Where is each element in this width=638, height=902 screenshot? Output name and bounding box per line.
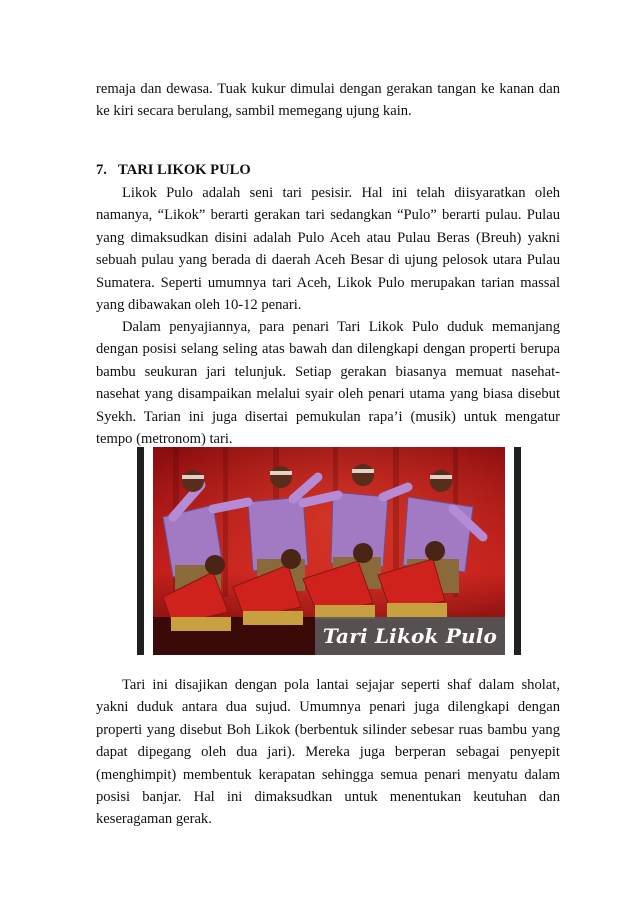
photo-caption-box: [315, 617, 505, 655]
paragraph-1: Likok Pulo adalah seni tari pesisir. Hal ini telah diisyaratkan oleh namanya, “Likok” berarti gerakan tari sedangkan “Pulo” berarti pulau. Pulau yang dimaksudkan disini adalah Pulo Aceh atau Pulau Beras (Breuh) yakni sebuah pulau yang berada di daerah Aceh Besar di ujung pelosok utara Pulau Sumatera. Seperti umumnya tari Aceh, Likok Pulo merupakan tarian massal yang dibawakan oleh 10-12 penari.: [96, 185, 560, 314]
section-number: 7.: [96, 162, 107, 178]
paragraph-3: Tari ini disajikan dengan pola lantai sejajar seperti shaf dalam sholat, yakni duduk antara dua sujud. Umumnya penari juga dilengkapi dengan properti yang disebut Boh Likok (berbentuk silinder sebesar ruas bambu yang dapat dipegang oleh dua jari). Mereka juga berperan sebagai penyepit (menghimpit) membentuk kerapatan sehingga semua penari menyatu dalam posisi banjar. Hal ini dimaksudkan untuk menentukan keutuhan dan keseragaman gerak.: [96, 677, 560, 828]
section-heading: [96, 159, 251, 181]
photo-border-right: [514, 447, 521, 655]
dance-photo: [153, 447, 505, 655]
photo-border-left: [137, 447, 144, 655]
paragraph-intro: remaja dan dewasa. Tuak kukur dimulai dengan gerakan tangan ke kanan dan ke kiri secara berulang, sambil memegang ujung kain.: [96, 81, 560, 120]
photo-caption: Tari Likok Pulo: [322, 624, 498, 648]
section-title: TARI LIKOK PULO: [118, 162, 251, 178]
dance-photo-figure: [137, 447, 521, 655]
paragraph-2: Dalam penyajiannya, para penari Tari Likok Pulo duduk memanjang dengan posisi selang seling atas bawah dan dilengkapi dengan properti berupa bambu seukuran jari telunjuk. Setiap gerakan biasanya memuat nasehat-nasehat yang disampaikan melalui syair oleh penari utama yang biasa disebut Syekh. Tarian ini juga disertai pemukulan rapa’i (musik) untuk mengatur tempo (metronom) tari.: [96, 319, 560, 448]
